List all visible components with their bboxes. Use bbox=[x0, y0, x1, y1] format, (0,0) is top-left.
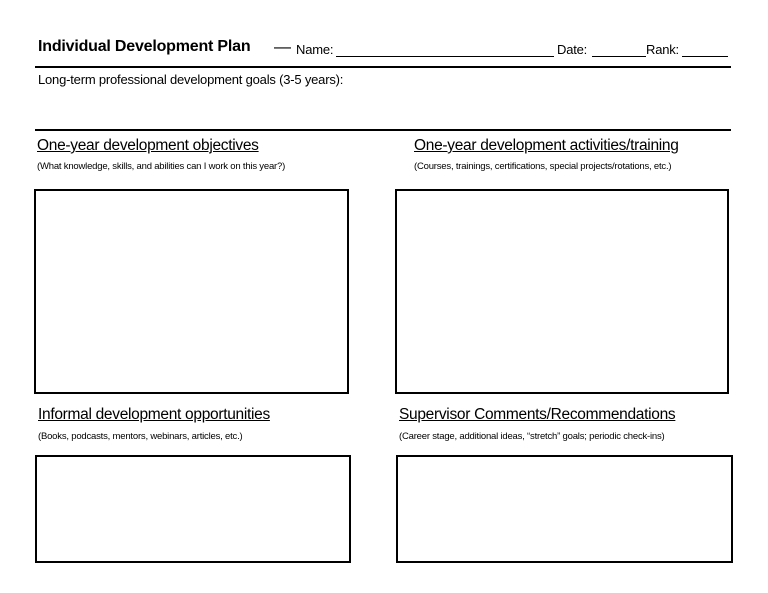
informal-heading: Informal development opportunities bbox=[38, 406, 270, 423]
date-label: Date: bbox=[557, 42, 588, 57]
informal-box[interactable] bbox=[35, 455, 351, 563]
objectives-hint: (What knowledge, skills, and abilities can I work on this year?) bbox=[37, 161, 286, 172]
long-term-divider bbox=[35, 129, 731, 131]
rank-field[interactable] bbox=[682, 56, 728, 57]
long-term-goals-label: Long-term professional development goals (3-5 years): bbox=[38, 72, 344, 87]
activities-box[interactable] bbox=[395, 189, 729, 394]
supervisor-heading: Supervisor Comments/Recommendations bbox=[399, 406, 676, 423]
supervisor-hint: (Career stage, additional ideas, “stretch” goals; periodic check-ins) bbox=[399, 431, 665, 442]
activities-heading: One-year development activities/training bbox=[414, 137, 679, 154]
rank-label: Rank: bbox=[646, 42, 679, 57]
title-separator: — bbox=[274, 37, 291, 56]
informal-hint: (Books, podcasts, mentors, webinars, articles, etc.) bbox=[38, 431, 243, 442]
header-divider bbox=[35, 66, 731, 68]
objectives-box[interactable] bbox=[34, 189, 349, 394]
supervisor-box[interactable] bbox=[396, 455, 733, 563]
activities-hint: (Courses, trainings, certifications, special projects/rotations, etc.) bbox=[414, 161, 672, 172]
name-field[interactable] bbox=[336, 56, 554, 57]
objectives-heading: One-year development objectives bbox=[37, 137, 259, 154]
name-label: Name: bbox=[296, 42, 334, 57]
date-field[interactable] bbox=[592, 56, 646, 57]
long-term-goals-field[interactable] bbox=[38, 92, 728, 126]
page-title: Individual Development Plan bbox=[38, 38, 251, 55]
